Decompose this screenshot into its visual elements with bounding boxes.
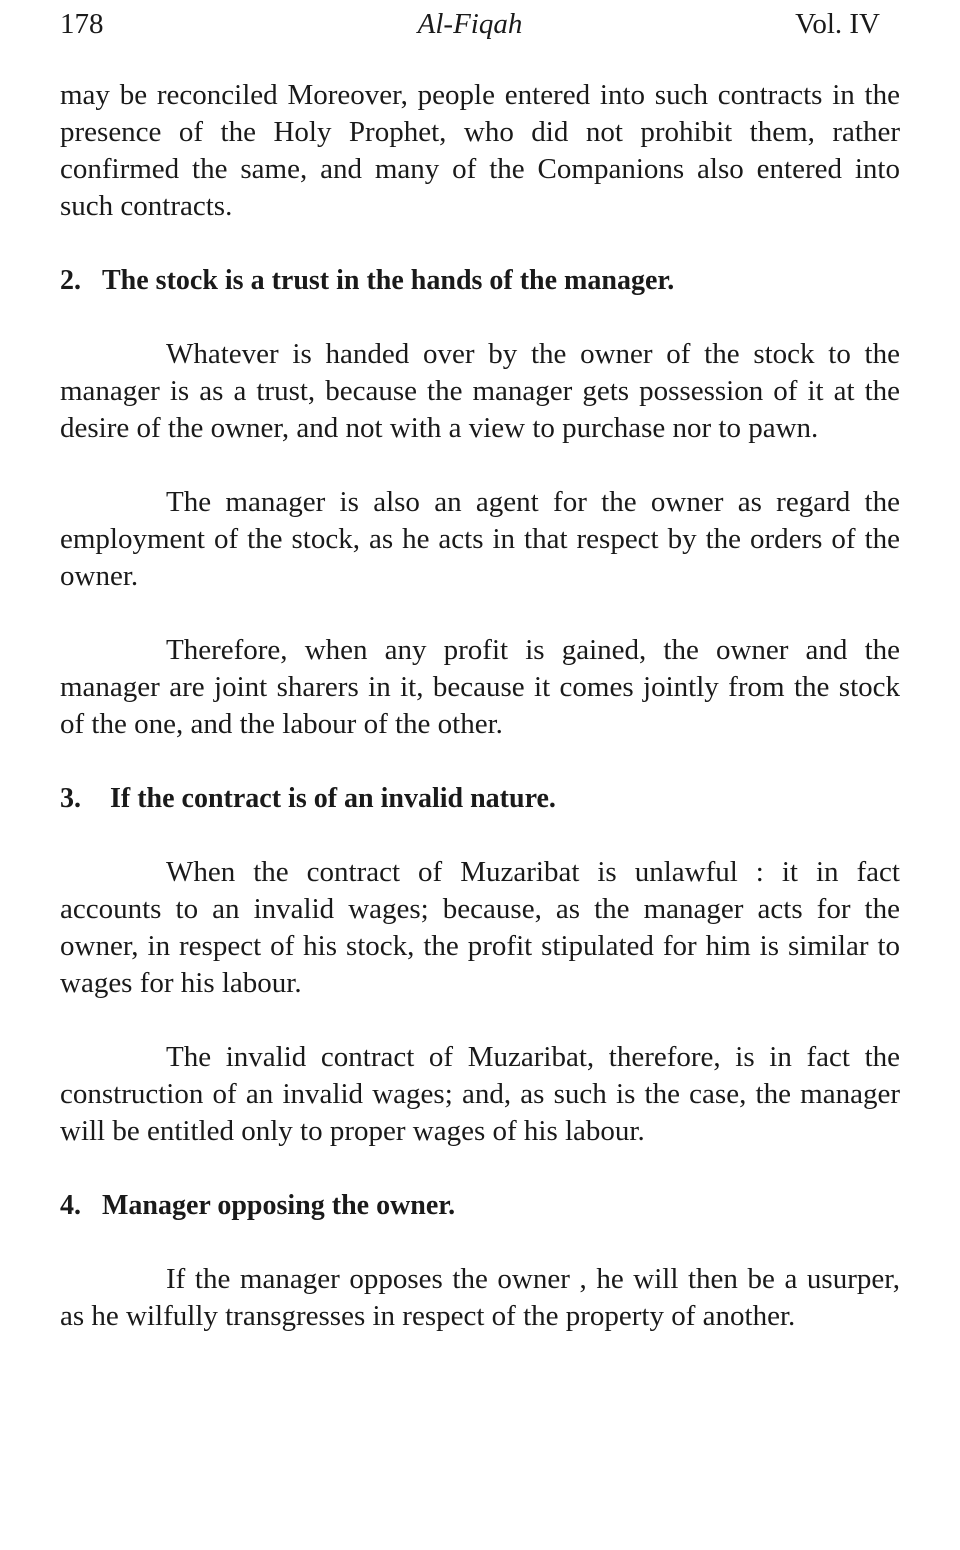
section-number: 2. [60, 265, 81, 296]
section-number: 3. [60, 783, 81, 814]
section-heading-2 [60, 262, 900, 299]
book-title: Al-Fiqah [417, 8, 523, 40]
volume-label: Vol. IV [795, 8, 880, 40]
intro-paragraph: may be reconciled Moreover, people entered into such contracts in the presence of the Holy Prophet, who did not prohibit them, rather confirmed the same, and many of the Companions also entered into such contracts. [60, 79, 900, 222]
page-header [60, 6, 880, 42]
section-title: If the contract is of an invalid nature. [110, 783, 556, 814]
page-number: 178 [60, 8, 104, 40]
section-number: 4. [60, 1190, 81, 1221]
section-2-paragraph-2: The manager is also an agent for the owner as regard the employment of the stock, as he acts in that respect by the orders of the owner. [60, 486, 900, 592]
section-title: The stock is a trust in the hands of the manager. [102, 265, 675, 296]
section-title: Manager opposing the owner. [102, 1190, 456, 1221]
section-2-paragraph-1: Whatever is handed over by the owner of the stock to the manager is as a trust, because the manager gets possession of it at the desire of the owner, and not with a view to purchase nor to pawn. [60, 338, 900, 444]
section-heading-3 [60, 780, 900, 817]
page-body [60, 77, 900, 1335]
section-2-paragraph-3: Therefore, when any profit is gained, the owner and the manager are joint sharers in it, because it comes jointly from the stock of the one, and the labour of the other. [60, 634, 900, 740]
section-4-paragraph-1: If the manager opposes the owner , he will then be a usurper, as he wilfully transgresses in respect of the property of another. [60, 1263, 900, 1332]
section-3-paragraph-1: When the contract of Muzaribat is unlawful : it in fact accounts to an invalid wages; because, as the manager acts for the owner, in respect of his stock, the profit stipulated for him is similar to wages for his labour. [60, 856, 900, 999]
section-heading-4 [60, 1187, 900, 1224]
section-3-paragraph-2: The invalid contract of Muzaribat, therefore, is in fact the construction of an invalid wages; and, as such is the case, the manager will be entitled only to proper wages of his labour. [60, 1041, 900, 1147]
